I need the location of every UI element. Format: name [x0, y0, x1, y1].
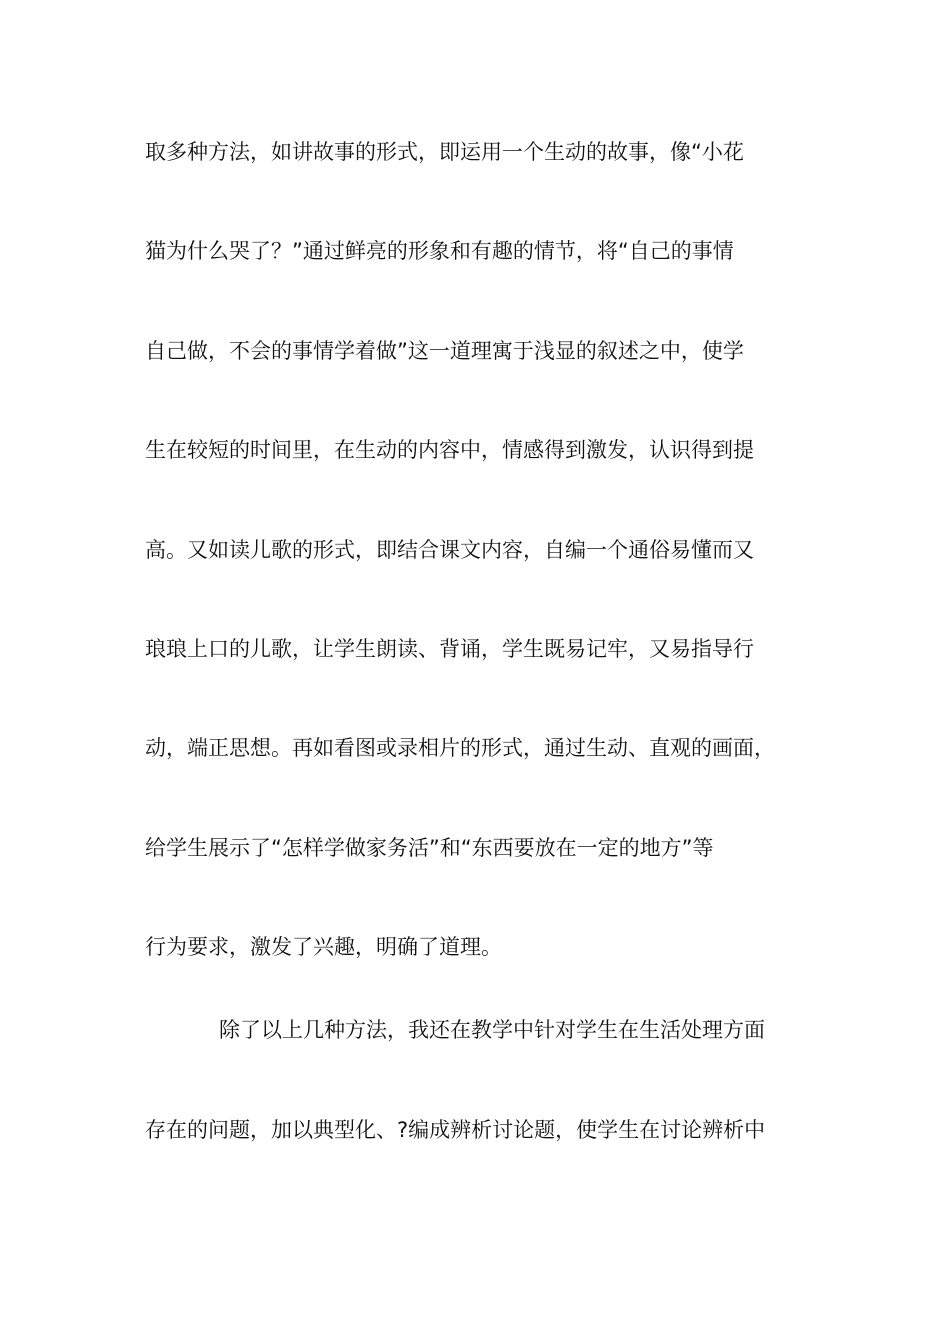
- paragraph-indented-line: 除了以上几种方法，我还在教学中针对学生在生活处理方面: [219, 1018, 765, 1042]
- text-line-7: 动，端正思想。再如看图或录相片的形式，通过生动、直观的画面，: [145, 736, 775, 760]
- text-line-9: 行为要求，激发了兴趣，明确了道理。: [145, 935, 502, 959]
- text-line-1: 取多种方法，如讲故事的形式，即运用一个生动的故事，像“小花: [145, 140, 744, 164]
- text-line-4: 生在较短的时间里，在生动的内容中，情感得到激发，认识得到提: [145, 438, 754, 462]
- text-line-5: 高。又如读儿歌的形式，即结合课文内容，自编一个通俗易懂而又: [145, 538, 754, 562]
- text-line-3: 自己做，不会的事情学着做”这一道理寓于浅显的叙述之中，使学: [145, 339, 744, 363]
- text-line-6: 琅琅上口的儿歌，让学生朗读、背诵，学生既易记牢，又易指导行: [145, 637, 754, 661]
- text-line-2: 猫为什么哭了？”通过鲜亮的形象和有趣的情节，将“自己的事情: [145, 239, 734, 263]
- text-line-8: 给学生展示了“怎样学做家务活”和“东西要放在一定的地方”等: [145, 836, 714, 860]
- text-line-11: 存在的问题，加以典型化、?编成辨析讨论题，使学生在讨论辨析中: [145, 1118, 766, 1142]
